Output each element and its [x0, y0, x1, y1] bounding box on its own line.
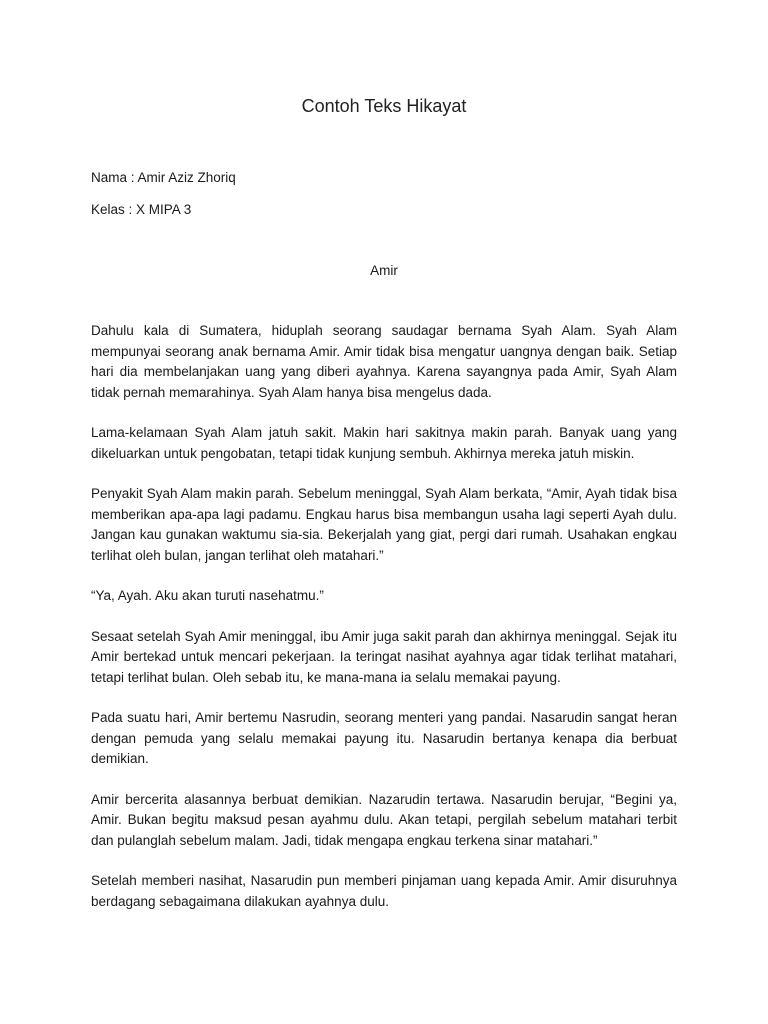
document-title: Contoh Teks Hikayat: [301, 96, 467, 116]
student-class: Kelas : X MIPA 3: [91, 202, 192, 217]
story-body: [91, 321, 677, 932]
paragraph-5: Sesaat setelah Syah Amir meninggal, ibu Amir juga sakit parah dan akhirnya meninggal. Sejak itu Amir bertekad untuk mencari pekerjaan. Ia teringat nasihat ayahnya agar tidak terlihat matahari, tetapi terlihat bulan. Oleh sebab itu, ke mana-mana ia selalu memakai payung.: [91, 628, 677, 685]
paragraph-1: Dahulu kala di Sumatera, hiduplah seorang saudagar bernama Syah Alam. Syah Alam mempunyai seorang anak bernama Amir. Amir tidak bisa mengatur uangnya dengan baik. Setiap hari dia membelanjakan uang yang diberi ayahnya. Karena sayangnya pada Amir, Syah Alam tidak pernah memarahinya. Syah Alam hanya bisa mengelus dada.: [91, 323, 677, 400]
paragraph-4: “Ya, Ayah. Aku akan turuti nasehatmu.”: [91, 588, 324, 603]
student-name: Nama : Amir Aziz Zhoriq: [91, 170, 236, 185]
paragraph-6: Pada suatu hari, Amir bertemu Nasrudin, seorang menteri yang pandai. Nasarudin sangat heran dengan pemuda yang selalu memakai payung itu. Nasarudin bertanya kenapa dia berbuat demikian.: [91, 710, 677, 766]
paragraph-2: Lama-kelamaan Syah Alam jatuh sakit. Makin hari sakitnya makin parah. Banyak uang yang dikeluarkan untuk pengobatan, tetapi tidak kunjung sembuh. Akhirnya mereka jatuh miskin.: [91, 425, 677, 461]
story-title: Amir: [370, 263, 398, 278]
paragraph-7: Amir bercerita alasannya berbuat demikian. Nazarudin tertawa. Nasarudin berujar, “Begini ya, Amir. Bukan begitu maksud pesan ayahmu dulu. Akan tetapi, pergilah sebelum matahari terbit dan pulanglah sebelum malam. Jadi, tidak mengapa engkau terkena sinar matahari.”: [91, 791, 677, 848]
paragraph-8: Setelah memberi nasihat, Nasarudin pun memberi pinjaman uang kepada Amir. Amir disuruhnya berdagang sebagaimana dilakukan ayahnya dulu.: [91, 873, 677, 909]
paragraph-3: Penyakit Syah Alam makin parah. Sebelum meninggal, Syah Alam berkata, “Amir, Ayah tidak bisa memberikan apa-apa lagi padamu. Engkau harus bisa membangun usaha lagi seperti Ayah dulu. Jangan kau gunakan waktumu sia-sia. Bekerjalah yang giat, pergi dari rumah. Usahakan engkau terlihat oleh bulan, jangan terlihat oleh matahari.”: [91, 486, 677, 563]
